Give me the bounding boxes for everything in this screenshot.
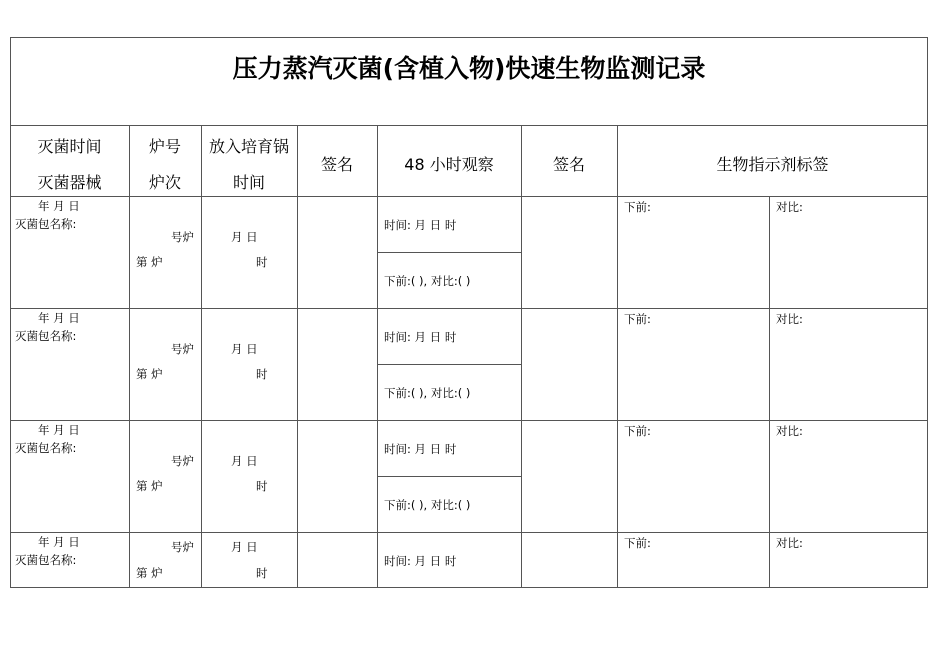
row-observation-time: 时间: 月 日 时: [384, 330, 457, 344]
row-label-before: 下前:: [624, 312, 651, 326]
divider: [377, 125, 378, 588]
row-date: 年 月 日: [38, 535, 80, 549]
row-package-name: 灭菌包名称:: [15, 441, 77, 455]
divider: [10, 196, 928, 197]
row-package-name: 灭菌包名称:: [15, 217, 77, 231]
record-sheet: [10, 37, 928, 588]
row-label-before: 下前:: [624, 200, 651, 214]
row-furnace-no: 号炉: [171, 454, 194, 468]
row-furnace-seq: 第 炉: [136, 566, 163, 580]
row-furnace-seq: 第 炉: [136, 479, 163, 493]
row-package-name: 灭菌包名称:: [15, 553, 77, 567]
header-bio-indicator-label: 生物指示剂标签: [716, 155, 829, 174]
row-put-hour: 时: [256, 479, 268, 493]
header-sterilize-time: 灭菌时间: [37, 137, 102, 156]
page-title: 压力蒸汽灭菌(含植入物)快速生物监测记录: [232, 54, 706, 83]
divider: [769, 196, 770, 588]
divider: [377, 476, 521, 477]
row-package-name: 灭菌包名称:: [15, 329, 77, 343]
header-signature-2: 签名: [552, 155, 585, 174]
row-observation-result: 下前:( ), 对比:( ): [384, 386, 471, 400]
row-furnace-seq: 第 炉: [136, 255, 163, 269]
divider: [10, 420, 928, 421]
row-label-before: 下前:: [624, 536, 651, 550]
divider: [201, 125, 202, 588]
row-date: 年 月 日: [38, 199, 80, 213]
divider: [297, 125, 298, 588]
divider: [521, 125, 522, 588]
divider: [10, 532, 928, 533]
row-furnace-no: 号炉: [171, 540, 194, 554]
divider: [377, 252, 521, 253]
row-furnace-seq: 第 炉: [136, 367, 163, 381]
header-incubator-time: 时间: [232, 173, 265, 192]
divider: [10, 308, 928, 309]
row-put-date: 月 日: [231, 342, 258, 356]
row-put-date: 月 日: [231, 540, 258, 554]
header-furnace-seq: 炉次: [148, 173, 181, 192]
row-put-hour: 时: [256, 566, 268, 580]
row-label-compare: 对比:: [776, 200, 803, 214]
row-observation-time: 时间: 月 日 时: [384, 442, 457, 456]
divider: [10, 125, 928, 126]
row-label-compare: 对比:: [776, 312, 803, 326]
divider: [617, 125, 618, 588]
row-put-date: 月 日: [231, 454, 258, 468]
row-label-compare: 对比:: [776, 536, 803, 550]
row-label-before: 下前:: [624, 424, 651, 438]
row-put-hour: 时: [256, 367, 268, 381]
header-signature: 签名: [320, 155, 353, 174]
row-date: 年 月 日: [38, 423, 80, 437]
divider: [377, 364, 521, 365]
divider: [129, 125, 130, 588]
header-incubator: 放入培育锅: [208, 137, 289, 156]
row-date: 年 月 日: [38, 311, 80, 325]
row-observation-result: 下前:( ), 对比:( ): [384, 498, 471, 512]
header-48h-observation: 48 小时观察: [404, 155, 494, 174]
row-furnace-no: 号炉: [171, 342, 194, 356]
row-put-hour: 时: [256, 255, 268, 269]
row-observation-result: 下前:( ), 对比:( ): [384, 274, 471, 288]
row-put-date: 月 日: [231, 230, 258, 244]
header-furnace-no: 炉号: [148, 137, 181, 156]
row-furnace-no: 号炉: [171, 230, 194, 244]
row-label-compare: 对比:: [776, 424, 803, 438]
header-sterilize-instrument: 灭菌器械: [37, 173, 102, 192]
row-observation-time: 时间: 月 日 时: [384, 218, 457, 232]
row-observation-time: 时间: 月 日 时: [384, 554, 457, 568]
